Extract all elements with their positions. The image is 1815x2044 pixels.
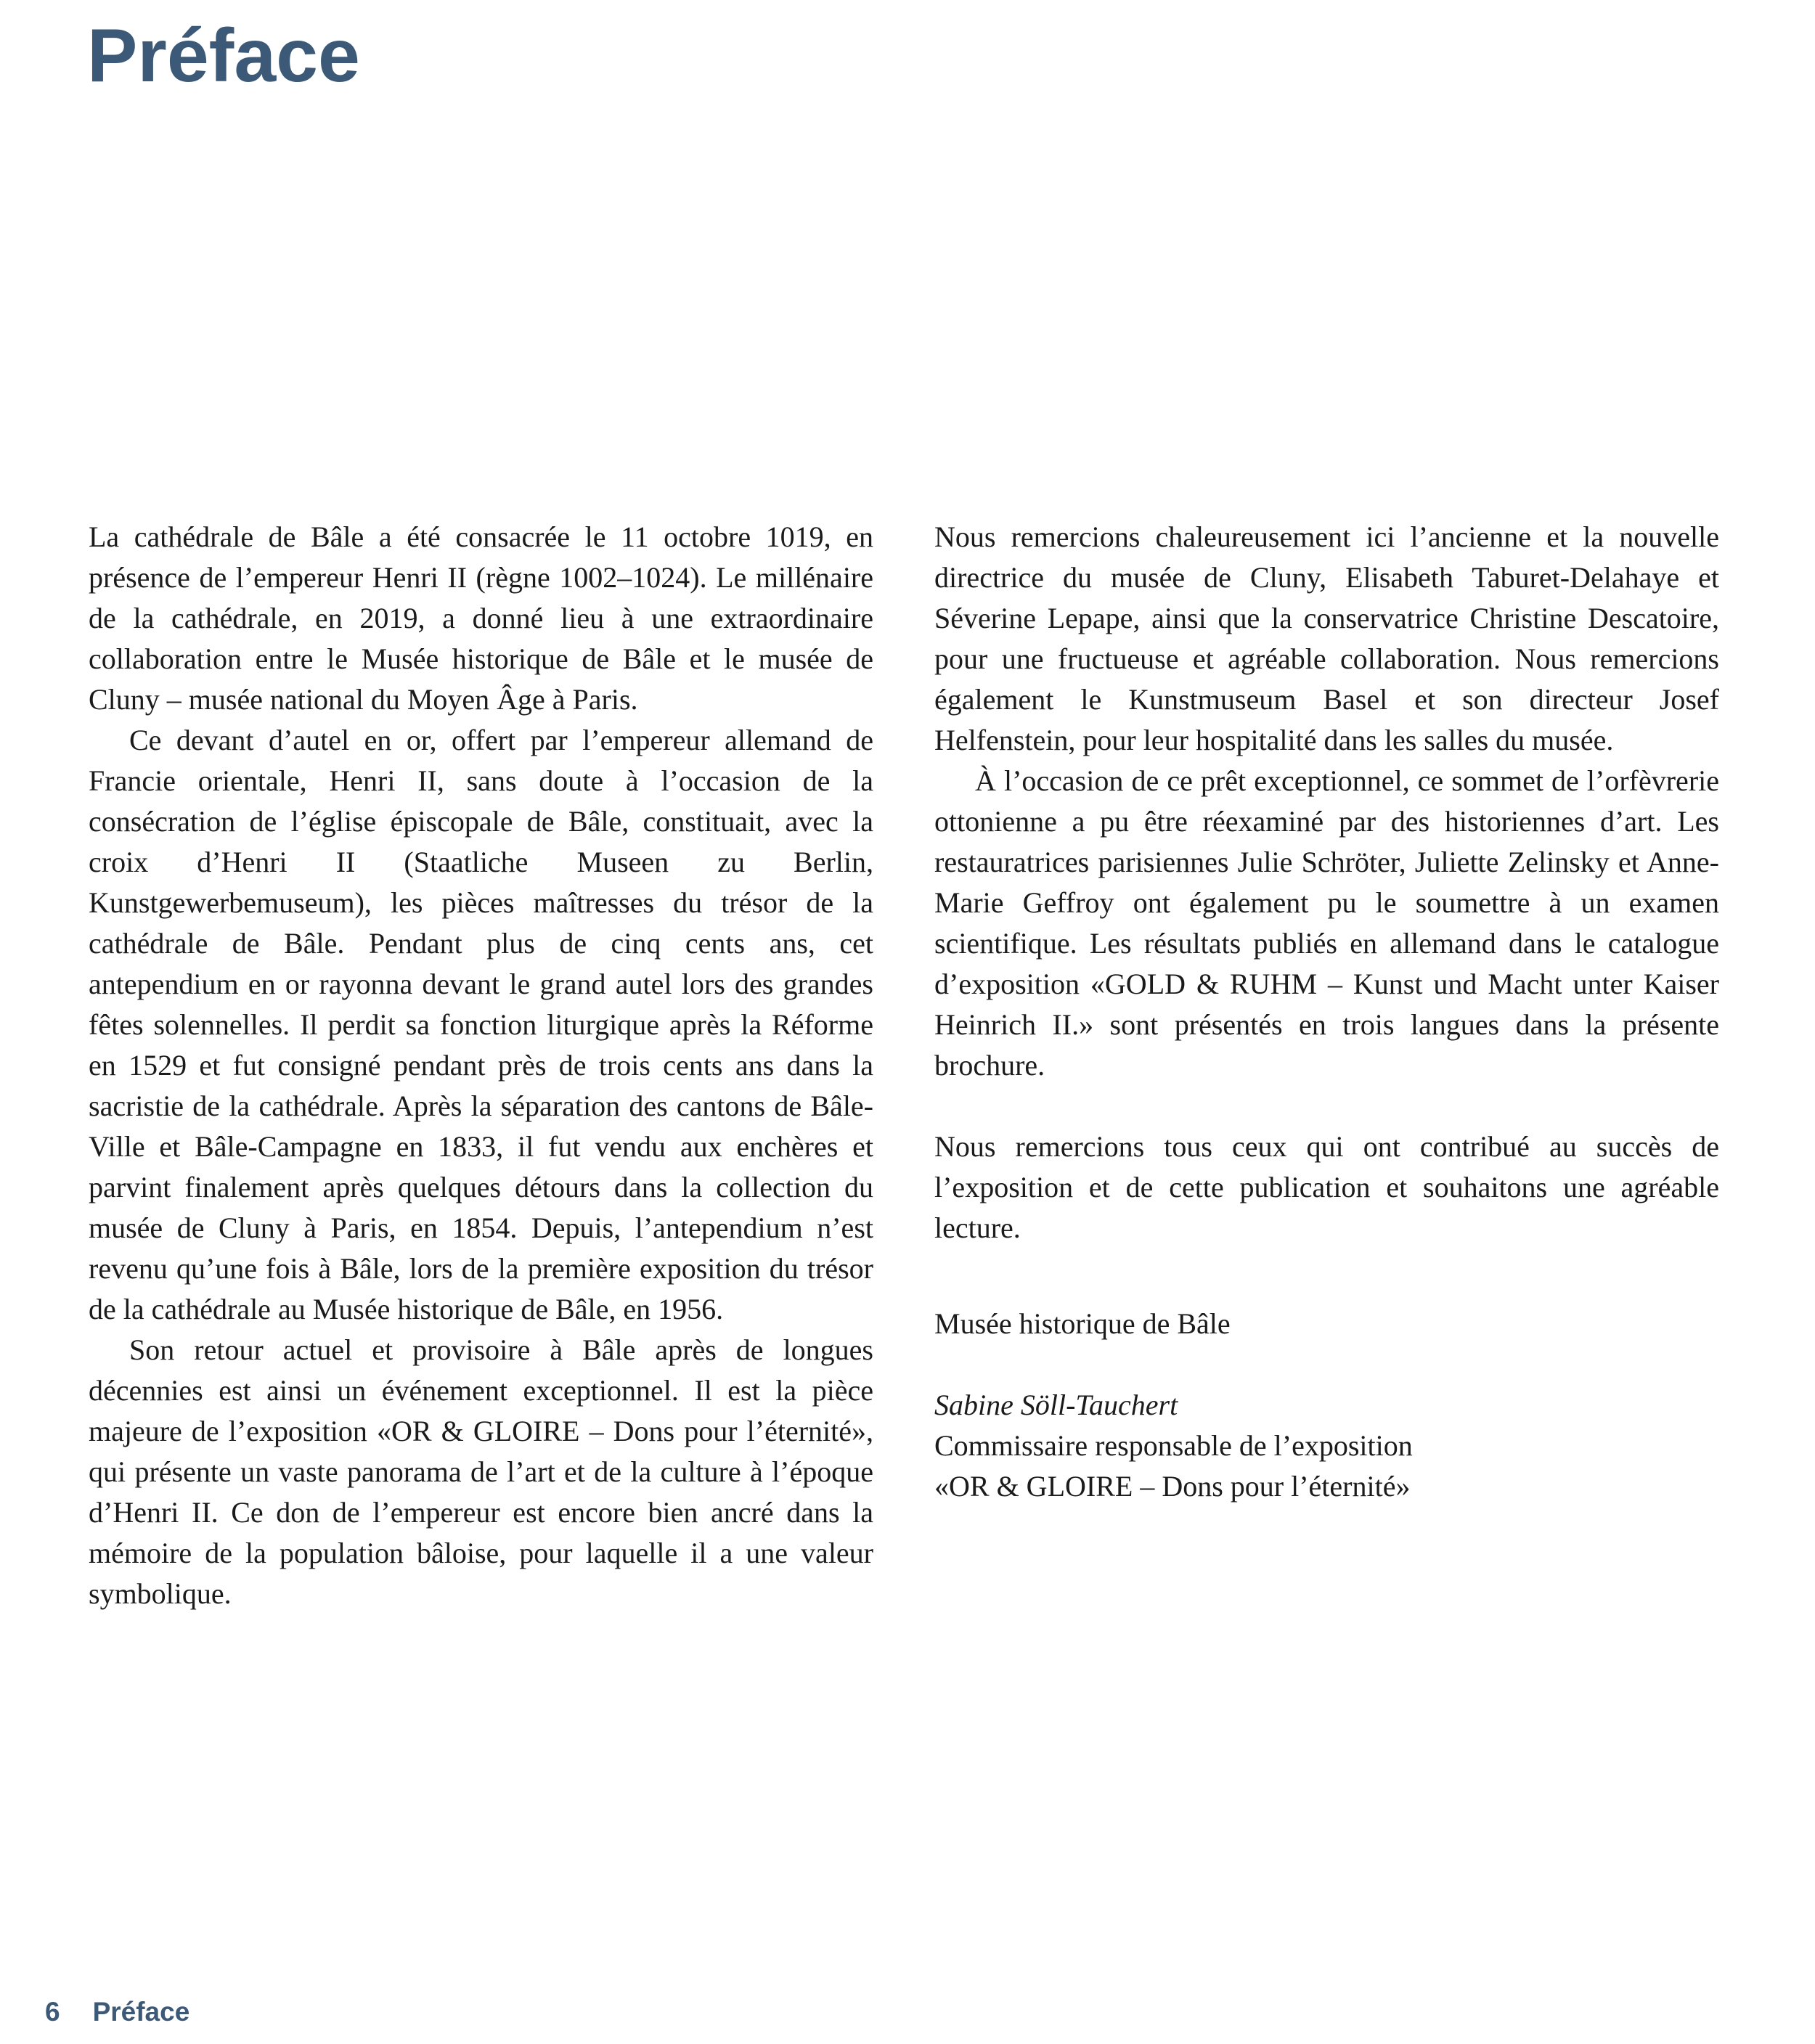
left-column: [89, 517, 873, 1614]
two-column-body: [89, 517, 1719, 1614]
institution-line: Musée historique de Bâle: [934, 1307, 1231, 1340]
page-title: Préface: [87, 14, 360, 98]
paragraph: La cathédrale de Bâle a été consacrée le 11 octobre 1019, en présence de l’empereur Henri II (règne 1002–1024). Le millénaire de la cathédrale, en 2019, a donné lieu à une extraordinaire collaboration entre le Musée historique de Bâle et le musée de Cluny – musée national du Moyen Âge à Paris.: [89, 520, 873, 716]
page-footer: [45, 1998, 189, 2027]
paragraph: Nous remercions chaleureusement ici l’ancienne et la nouvelle directrice du musée de Cluny, Elisabeth Taburet-Delahaye et Séverine Lepape, ainsi que la conservatrice Christine Descatoire, pour une fructueuse et agréable collaboration. Nous remercions également le Kunstmuseum Basel et son directeur Josef Helfenstein, pour leur hospitalité dans les salles du musée.: [934, 520, 1719, 756]
right-column: [934, 517, 1719, 1614]
footer-page-number: 6: [45, 1997, 60, 2027]
paragraph: Nous remercions tous ceux qui ont contribué au succès de l’exposition et de cette publication et souhaitons une agréable lecture.: [934, 1130, 1719, 1244]
paragraph: Son retour actuel et provisoire à Bâle après de longues décennies est ainsi un événement exceptionnel. Il est la pièce majeure de l’exposition «OR & GLOIRE – Dons pour l’éternité», qui présente un vaste panorama de l’art et de la culture à l’époque d’Henri II. Ce don de l’empereur est encore bien ancré dans la mémoire de la population bâloise, pour laquelle il a une valeur symbolique.: [89, 1333, 873, 1610]
signature-exhibition: «OR & GLOIRE – Dons pour l’éternité»: [934, 1470, 1411, 1503]
paragraph: À l’occasion de ce prêt exceptionnel, ce sommet de l’orfèvrerie ottonienne a pu être réexaminé par des historiennes d’art. Les restauratrices parisiennes Julie Schröter, Juliette Zelinsky et Anne-Marie Geffroy ont également pu le soumettre à un examen scientifique. Les résultats publiés en allemand dans le catalogue d’exposition «GOLD & RUHM – Kunst und Macht unter Kaiser Heinrich II.» sont présentés en trois langues dans la présente brochure.: [934, 764, 1719, 1082]
signature-name: Sabine Söll-Tauchert: [934, 1389, 1178, 1421]
paragraph: Ce devant d’autel en or, offert par l’empereur allemand de Francie orientale, Henri II, sans doute à l’occasion de la consécration de l’église épiscopale de Bâle, constituait, avec la croix d’Henri II (Staatliche Museen zu Berlin, Kunstgewerbemuseum), les pièces maîtresses du trésor de la cathédrale de Bâle. Pendant plus de cinq cents ans, cet antependium en or rayonna devant le grand autel lors des grandes fêtes solennelles. Il perdit sa fonction liturgique après la Réforme en 1529 et fut consigné pendant près de trois cents ans dans la sacristie de la cathédrale. Après la séparation des cantons de Bâle-Ville et Bâle-Campagne en 1833, il fut vendu aux enchères et parvint finalement après quelques détours dans la collection du musée de Cluny à Paris, en 1854. Depuis, l’antependium n’est revenu qu’une fois à Bâle, lors de la première exposition du trésor de la cathédrale au Musée historique de Bâle, en 1956.: [89, 724, 873, 1325]
signature-role: Commissaire responsable de l’exposition: [934, 1429, 1413, 1462]
footer-section-label: Préface: [92, 1997, 190, 2027]
